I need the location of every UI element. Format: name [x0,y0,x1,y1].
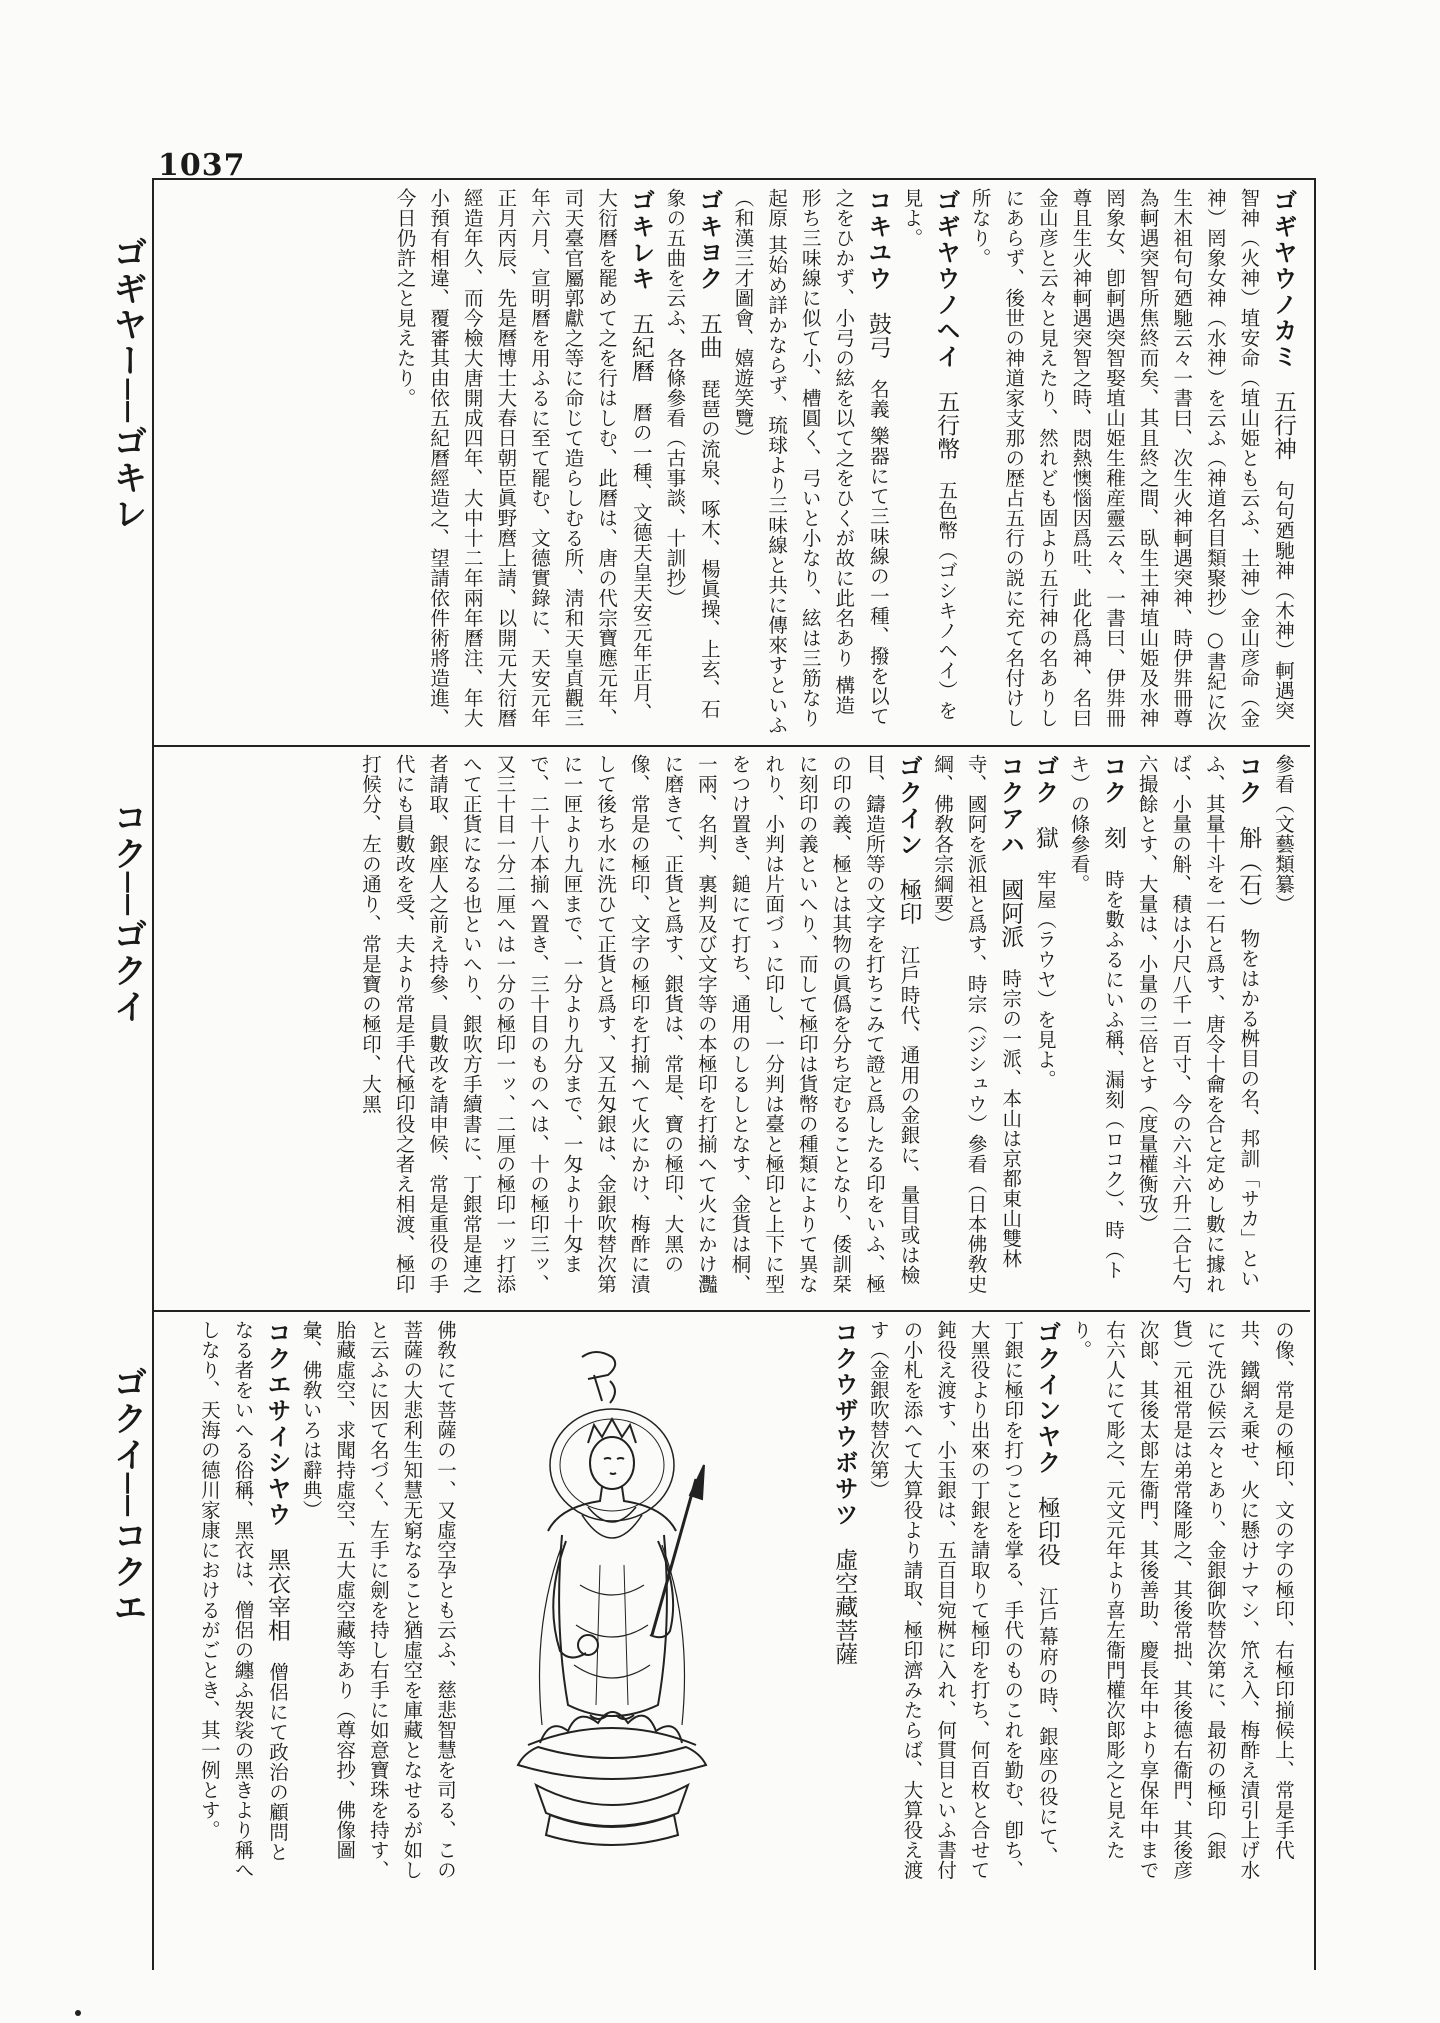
running-head-middle: コク──ゴクイ [107,800,147,1025]
entry-text: 名義 樂器にて三味線の一種、撥を以て之をひかず、小弓の絃を以て之をひくが故に此名あり 構造 形ち三味線に似て小、槽圓く、弓いと小なり、絃は三筋なり 起原 其始め詳かならず、琉球より三味線と共に傳來すといふ（和漢三才圖會、嬉遊笑覽） [731,188,890,735]
entry [963,188,1300,736]
entry-headword: コクアハ [996,754,1025,858]
entry-kanji: 黑衣宰相 [264,1548,291,1642]
entry-kanji: 斛（石） [1235,826,1262,909]
band-divider-1 [154,745,1310,747]
entry-headword: コクウザウボサツ [830,1320,859,1528]
entry-kanji: 五行神 [1270,390,1296,461]
page-number: 1037 [158,148,246,183]
entry-text: 僧侶にて政治の顧問となる者をいへる俗稱、黑衣は、僧侶の纏ふ袈裟の黑きより稱へしなり、天海の德川家康におけるがごとき、其一例とす。 [197,1320,290,1880]
entry-headword: ゴクイン [894,754,923,858]
entry-kanji: 五曲 [695,312,722,359]
entry [827,1320,862,1880]
entry [895,188,963,736]
entry-kanji: 極印役 [1033,1496,1060,1567]
entry-headword: ゴギヤウノカミ [1269,188,1297,370]
band-divider-2 [154,1310,1310,1312]
entry-text: 時宗の一派、本山は京都東山雙林寺、國阿を派祖と爲す、時宗（ジシュウ）參看（日本佛敎史綱、佛敎各宗綱要） [931,754,1023,1294]
entry-kanji: 五紀曆 [627,312,654,383]
entry-text: 江戶時代、通用の金銀に、量目或は檢目、鑄造所等の文字を打ちこみて證と爲したる印をいふ、極の印の義、極とは其物の眞僞を分ち定むることなり、倭訓栞に刻印の義といへり、而して極印は貨幣の種類によりて異なれり、小判は片面づゝに印し、一分判は臺と極印と上下に型をつけ置き、鎚にて打ち、通用のしるしとなす、金貨は桐、一兩、名判、裏判及び文字等の本極印を打揃へて火にかけ灩に磨きて、正貨と爲す、銀貨は、常是、寶の極印、大黑の像、常是の極印、文字の極印を打揃へて火にかけ、梅酢に漬して後ち水に洗ひて正貨と爲す、又五匁銀は、金銀吹替次第に一匣より九匣まで、一分より九分まで、一匁より十匁まで、二十八本揃へ置き、三十目のものへは、十の極印三ッ、又三十目一分二厘へは一分の極印一ッ、二厘の極印一ッ打添へて正貨になる也といへり、銀吹方手續書に、丁銀常是連之者請取、銀座人之前え持參、員數改を請申候、常是重役の手代にも員數改を受、夫より常是手代極印役之者え相渡、極印打候分、左の通り、常是寶の極印、大黑 [358,754,921,1294]
entry-headword: ゴキレキ [626,188,655,292]
entry-text: 曆の一種、文德天皇天安元年正月、大衍曆を罷めて之を行はしむ、此曆は、唐の代宗寶應元年、司天臺官屬郭獻之等に命じて造らしむる所、淸和天皇貞觀三年六月、宣明曆を用ふるに至て罷む、文德實錄に、天安元年正月丙辰、先是曆博士大春日朝臣眞野麿上請、以開元大衍曆經造年久、而今檢大唐開成四年、大中十二年兩年曆注、年大小預有相違、覆審其由依五紀曆經造之、望請依件術將造進、今日仍許之と見えたり。 [393,188,653,728]
entry-text: 江戶幕府の時、銀座の役にて、丁銀に極印を打つことを掌る、手代のものこれを勤む、卽ち、大黑役より出來の丁銀を請取りて極印を打ち、何百枚と合せて鈍役え渡す、小玉銀は、五百目宛桝に入れ、何貫目といふ書付の小札を添へて大算役より請取、極印濟みたらば、大算役え渡す（金銀吹替次第） [866,1320,1059,1880]
entry-headword: ゴギヤウノヘイ [932,188,961,370]
entry-headword: ゴク [1030,754,1059,806]
entry-kanji: 五行幣 [933,390,960,461]
entry-kanji: 極印 [895,878,922,925]
bodhisattva-illustration [470,1335,755,1865]
entry-headword: コク [1099,754,1128,806]
ink-speck [75,2010,81,2016]
entry [925,754,1027,1302]
entry-kanji: 虛空藏菩薩 [831,1548,858,1666]
entry-kanji: 獄 [1031,826,1058,850]
entry-text: 時を數ふるにいふ稱、漏刻（ロコク）、時（トキ）の條參看。 [1067,754,1126,1280]
entry [388,188,658,736]
entry [294,1320,462,1880]
entry-headword: コキユウ [863,188,892,292]
entry [658,188,726,736]
entry-headword: コク [1234,754,1263,806]
running-head-bottom: ゴクイ──コクエ [107,1365,147,1626]
entry [1027,754,1062,1302]
running-head-top: ゴギヤー──ゴキレ [107,235,147,532]
entry-text: の像、常是の極印、文の字の極印、右極印揃候上、常是手代共、鐵網え乘せ、火に懸けナマシ、笊え入、梅酢え漬引上げ水にて洗ひ候云々とあり、金銀御吹替次第に、最初の極印（銀貨）元祖常是は弟常隆彫之、其後常拙、其後德右衞門、其後彦次郞、其後太郞左衞門、其後善助、慶長年中より享保年中まで右六人にて彫之、元文元年より喜左衞門權次郞彫之と見えたり。 [1069,1320,1295,1880]
entry [1064,1320,1300,1880]
entry-text: 牢屋（ラウヤ）を見よ。 [1033,869,1057,1090]
entry [861,1320,1064,1880]
entry-text: 句句廼馳神（木神）軻遇突智神（火神）埴安命（埴山姫とも云ふ、土神）金山彦命（金神）罔象女神（水神）を云ふ（神道名目類聚抄）○書紀に次生木祖句句廼馳云々一書曰、次生火神軻遇突神、時伊弉冊尊為軻遇突智所焦終而矣、其且終之間、臥生土神埴山姫及水神罔象女、卽軻遇突智娶埴山姫生稚産靈云々、一書曰、伊弉冊尊且生火神軻遇突智之時、悶熱懊惱因爲吐、此化爲神、名曰金山彦と云々と見えたり、然れども固より五行神の名ありしにあらず、後世の神道家支那の歴占五行の説に充て名付けし所なり。 [968,188,1295,732]
entry-text: 參看（文藝類纂） [1272,754,1295,914]
entry-text: 琵琶の流泉、啄木、楊眞操、上玄、石象の五曲を云ふ、各條參看（古事談、十訓抄） [663,188,721,719]
entry-kanji: 刻 [1100,826,1127,850]
entry-text: 佛敎にて菩薩の一、又虛空孕とも云ふ、慈悲智慧を司る、この菩薩の大悲利生知慧无窮なること猶虛空を庫藏となせるが如しと云ふに因て名づく、左手に劍を持し右手に如意寶珠を持す、胎藏虛空、求聞持虛空、五大虛空藏等あり（尊容抄、佛像圖彙、佛敎いろは辭典） [299,1320,457,1880]
entry-headword: コクエサイシヤウ [263,1320,292,1528]
entry [353,754,925,1302]
band-bottom-right [768,1320,1300,1880]
entry-kanji: 鼓弓 [864,312,891,359]
band-middle [172,754,1300,1302]
entry-headword: ゴキヨク [694,188,723,292]
entry-text: 物をはかる桝目の名、邦訓「サカ」といふ、其量十斗を一石と爲す、唐令十龠を合と定めし數に據れば、小量の斛、積は小尺八千一百寸、今の六斗六升二合七勺六撮餘とす、大量は、小量の三倍とす（度量權衡攷） [1135,754,1261,1294]
entry [726,188,895,736]
entry [192,1320,294,1880]
band-bottom-left [172,1320,462,1880]
entry [1265,754,1300,1302]
entry-kanji: 國阿派 [997,878,1024,949]
entry [1062,754,1130,1302]
entry [1130,754,1265,1302]
entry-headword: ゴクインヤク [1032,1320,1061,1476]
bodhisattva-figure-icon [470,1335,755,1865]
entry-text: 五色幣（ゴシキノヘイ）を見よ。 [900,188,959,721]
band-top [172,188,1300,736]
